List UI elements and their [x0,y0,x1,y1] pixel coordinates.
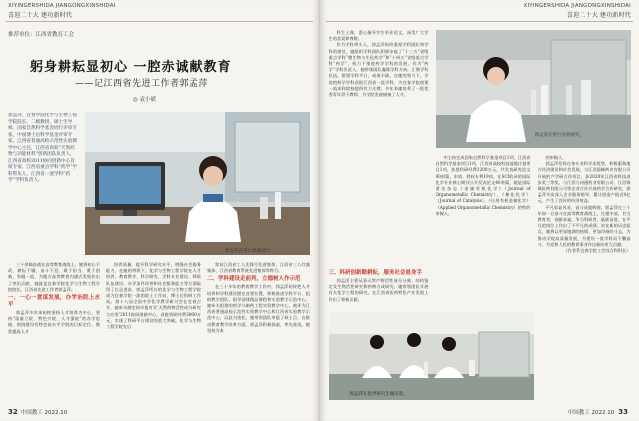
left-col3b-paragraph: 在三十多年的教育教学工作中，郭孟萍始终把人才培养和学科建设摆在首要位置，积极推进学科平台、组织教学团队、倡导创建精品课程和实验教学示范中心。她牵头组建的药学与制药工程实验教学中心，被评为江西省普通高校示范性实验教学中心和江西省实验教学示范中心，以此为依托，她带领团队申报了硕士点。在推动教育教学改革方面，郭孟萍积极探索，率先垂范。她坚持为本 [207,284,310,333]
lab-research-photo-image [436,30,631,148]
article-author: ◎ 袁小斌 [133,97,157,103]
left-page-number: 32 [8,408,18,416]
left-header-pinyin: XIYINGERSHIDA JIANGONGXINSHIDAI [8,3,116,9]
recommend-unit: 推荐单位：江西省教育工会 [8,32,75,38]
left-photo-caption: 郭孟萍在进行课题设计。 [225,249,275,254]
lab-students-photo [329,312,534,400]
article-subtitle: ——记江西省先进工作者郭孟萍 [75,79,209,89]
lab-computer-photo [85,112,310,255]
section-heading-1: 一、一心一意谋发展，办学治院上水平 [8,295,100,309]
left-col1-paragraph: 三十余载奋战在高等教育战线上，她将初心不改、耕耘不辍，奋斗不息、敢于担当、勇于创新，争做一流，为地方高等教育内涵式发展作出了突出贡献，她就是宜春学院化学与生物工程学院院长、江西省先进工作者郭孟萍。 [8,262,100,292]
right-page-number: 33 [618,408,628,416]
lab-computer-photo-image [85,112,310,255]
right-header-pinyin: XIYINGERSHIDA JIANGONGXINSHIDAI [523,3,631,9]
right-col3-paragraph-1: 的审稿人。 [545,155,567,160]
left-col2-paragraph: 培养质量，提升科学研究水平，增强社会服务能力，在她的带领下，化学与生物工程学院在人才培养、教育教学、科学研究、学科专业建设、师资队伍建设、办学条件改善和社会服务能力等方面取得了长足进步，郭孟萍所在的化学与生物工程学院成为宜春学院一流的院士工作站、博士后科研工作站。第十八届全国中学化学教学研讨会在宜春召开，她牵头制定的申报有关‘天然药物活性成分研究与应用’2011协同创新中心，获批资助经费3000万元，实现了科研平台建设的重大突破。化学与生物工程学院先后 [106,262,201,330]
right-photo1-caption: 郭孟萍在进行实验研究。 [534,133,584,138]
left-header-slogan: 喜迎二十大 建功新时代 [8,12,73,19]
right-col1-paragraph-2: 作为学科带头人，郭孟萍始终重视学科团队和学科的建设，她组织学科团队积极申报了“十三五”省级重点学科“微生物与生化药学”和“十四五”省级重点学科“药学”，致力于推进药学学科的发展。作为“药学”学科负责人，她带领团队凝练学科方向，汇聚学科队伍，搭建学科平台，成果丰硕。在她的努力下，学院的药学学科获批江西省一流学科，为宜春学院创建一流本科院校提供有力支撑。多年来她培养了一批优秀青年骨干教师，为学院发展储备了人才。 [328,42,429,98]
left-footer [8,408,67,416]
section-heading-2: 二、学科建设走前列，立德树人作示范 [207,276,301,283]
right-col2-paragraph: 中主持完成国家自然科学基金项目1项，江西省自然科学基金项目1项，江西省高校科技落地计划项目1项，获批科研经费2200万元，共发表研究论文90余篇，申请、授权专利19项。在SCI收录的国际化学专业核心期刊公开发表论文40余篇，她是国际著名杂志《金属有机化学》（Journal of Organometallic Chemistry）、《催化化学》（Journal of Catalysis）、《应用有机金属化学》（Applied Organometallic Chemistry）的特约审稿人。 [435,155,531,216]
left-column-2 [106,262,201,407]
right-footer [568,408,631,416]
right-column-3 [538,155,631,395]
right-column-2 [436,155,531,295]
section-heading-3: 三、科研创新勤耕耘，服务社会显身手 [328,270,423,276]
right-column-2b [329,268,429,308]
left-header-rule [6,21,313,22]
left-header [8,3,116,19]
right-column-1 [329,30,429,302]
right-col1-paragraph-1: 科生上课，悉心指导学生毕业论文，深受广大学生的喜爱和尊敬。 [328,30,429,42]
right-col2b-paragraph: 郭孟萍主要从事天然产物活性成分分离、结构鉴定及生物活性研究和药物合成研究，她带领团队开展有关化学工程的研究，在江西省医药特色产业发展上作出了积极贡献。 [328,278,429,302]
left-column-1 [8,262,100,407]
article-title: 躬身耕耘显初心 一腔赤诚献教育 [30,60,232,75]
right-col3-paragraph-3: 平凡彰显风采，奋斗成就辉煌。郭孟萍在三十年如一日奋斗在高等教育战线上，扎根中部，甘当教育者，创新求索，争当科研者，砥砺奋进，在平凡的岗位上作出了不平凡的成绩。站在新的历史起点，她将以更加饱满的热情、更加昂扬的斗志，为推动学院高质量发展，为建设一流学科而不懈奋斗，为党和人民的教育事业作出新的更大贡献。 [537,204,631,247]
lab-students-photo-image [329,312,534,400]
right-header-slogan: 喜迎二十大 建功新时代 [566,12,631,19]
left-footer-magazine: 中国教工 2022.10 [20,410,68,416]
author-affiliation: （作者系宜春学院工会综合科科长） [563,248,631,254]
author-bio-abstract: 郭孟萍，宜春学院化学与生物工程学院院长，二级教授，硕士生导师。国家自然科学基金同行评审专家，中国博士后科学基金评审专家，江西省普通高校示范性实验教学中心主任，江西省高校“天然药物与功能材料”创新团队负责人，江西省高校2011协同创新中心首席专家，江西省重点学科“药学”学科带头人，江西省一流学科“药学”学科负责人。 [8,113,78,183]
left-col1b-paragraph: 郭孟萍多年来始终坚持人才培养为中心，坚持“质量立院、特色兴院、人才强院”的办学思路，围绕建设有特色高水平学院的目标定位，聚焦提高人才 [8,310,100,334]
lab-research-photo [436,30,631,148]
left-column-3 [207,262,310,407]
right-header [523,3,631,19]
left-col3-paragraph: 荣获江西省工人先锋号先进集体、江西省三八红旗集体、江西省教育系统先进集体等称号。 [207,262,310,274]
right-photo2-caption: 郭孟萍在指导研究生做实验。 [349,392,408,397]
right-col3-paragraph-2: 郭孟萍发挥自身专业科学术优势，积极服务地方经济建设和社会发展，与江西晨峰药业有限公司开展的产学研合作项目，获2020年江西省科技进步奖三等奖，与江西九州通药业有限公司、江西锦峰医药有限公司等企业合作开展药学合作研究，郭孟萍多次深入企业服务指导，累计创造产值近4亿元，产生了良好的经济效益。 [537,161,631,204]
right-header-rule [326,21,634,22]
right-footer-magazine: 中国教工 2022.10 [567,410,615,416]
right-page [320,0,639,421]
